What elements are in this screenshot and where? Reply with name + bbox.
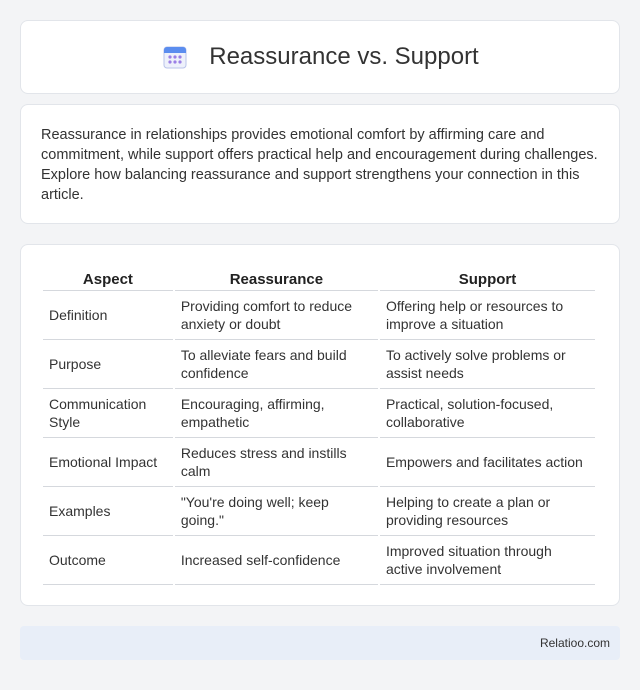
page-title: Reassurance vs. Support [209,43,479,70]
table-cell: Communication Style [43,389,173,438]
table-cell: Encouraging, affirming, empathetic [175,389,378,438]
table-cell: Providing comfort to reduce anxiety or doubt [175,291,378,340]
table-cell: "You're doing well; keep going." [175,487,378,536]
footer [20,626,620,660]
calendar-icon [161,43,189,71]
table-row [43,536,595,585]
table-cell: Helping to create a plan or providing resources [380,487,595,536]
header-aspect: Aspect [43,267,173,291]
table-cell: To alleviate fears and build confidence [175,340,378,389]
table-cell: Increased self-confidence [175,536,378,585]
title-card [20,20,620,94]
table-row [43,340,595,389]
comparison-table [41,267,597,585]
table-cell: To actively solve problems or assist needs [380,340,595,389]
table-row [43,389,595,438]
header-reassurance: Reassurance [175,267,378,291]
table-row [43,438,595,487]
table-cell: Practical, solution-focused, collaborative [380,389,595,438]
table-cell: Purpose [43,340,173,389]
table-cell: Offering help or resources to improve a situation [380,291,595,340]
table-row [43,487,595,536]
comparison-table-card [20,244,620,606]
table-header-row [43,267,595,291]
intro-card [20,104,620,224]
table-cell: Examples [43,487,173,536]
table-cell: Improved situation through active involvement [380,536,595,585]
table-cell: Outcome [43,536,173,585]
table-cell: Emotional Impact [43,438,173,487]
header-support: Support [380,267,595,291]
footer-site-link[interactable]: Relatioo.com [539,636,610,650]
table-cell: Empowers and facilitates action [380,438,595,487]
table-cell: Reduces stress and instills calm [175,438,378,487]
intro-text: Reassurance in relationships provides emotional comfort by affirming care and commitment, while support offers practical help and encouragement during challenges. Explore how balancing reassurance and support strengthens your connection in this article. [41,127,598,203]
table-cell: Definition [43,291,173,340]
table-row [43,291,595,340]
